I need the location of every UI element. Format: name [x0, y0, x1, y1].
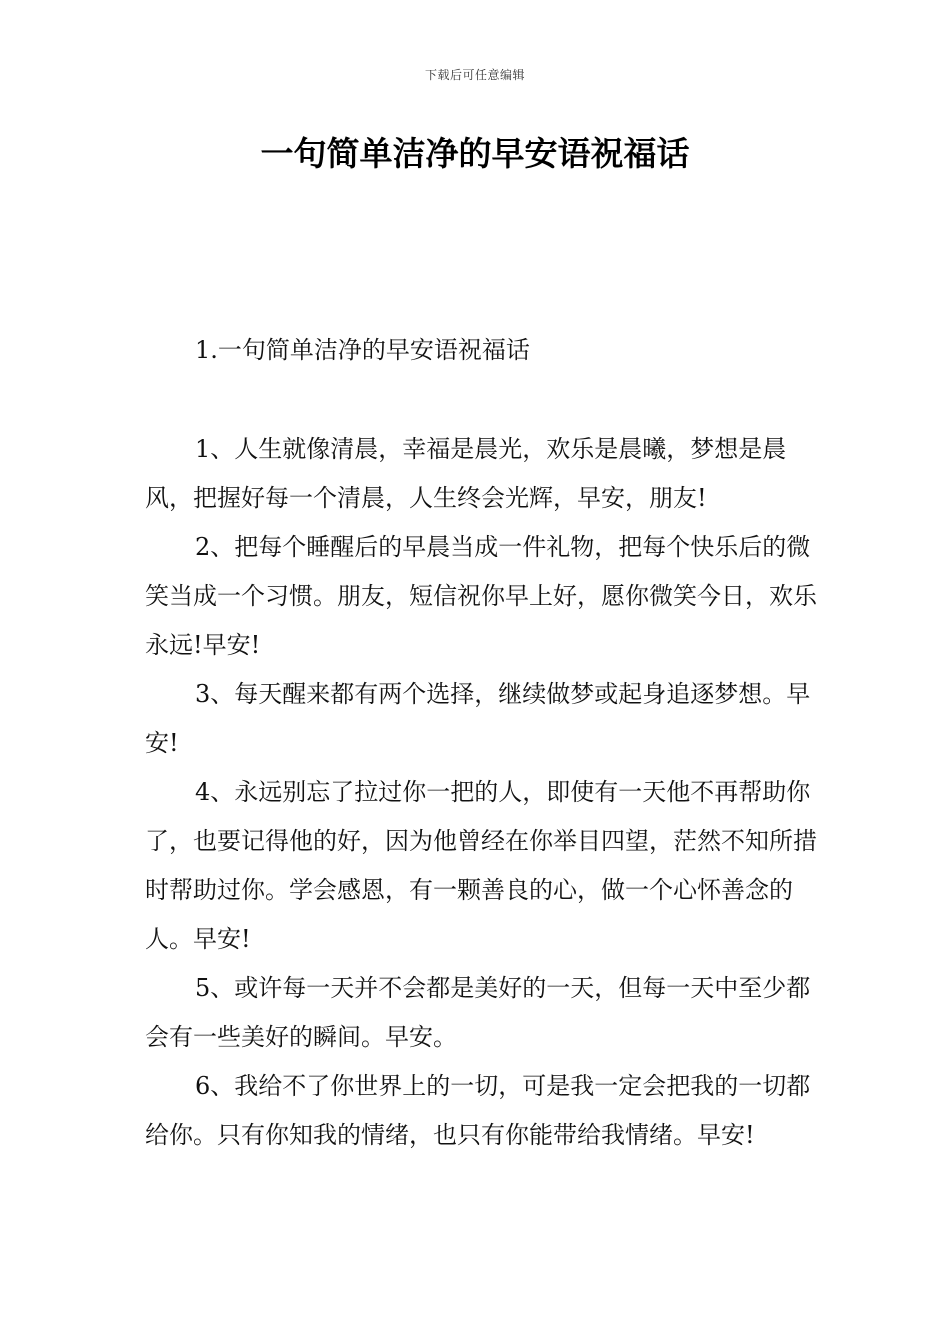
document-title: 一句简单洁净的早安语祝福话: [260, 134, 690, 173]
paragraph-2: 2、把每个睡醒后的早晨当成一件礼物，把每个快乐后的微笑当成一个习惯。朋友，短信祝你早上好，愿你微笑今日，欢乐永远!早安!: [145, 533, 817, 659]
paragraph-1: 1、人生就像清晨，幸福是晨光，欢乐是晨曦，梦想是晨风，把握好每一个清晨，人生终会光辉，早安，朋友!: [145, 435, 787, 512]
section-heading: 1.一句简单洁净的早安语祝福话: [195, 336, 530, 364]
paragraph-4: 4、永远别忘了拉过你一把的人，即使有一天他不再帮助你了，也要记得他的好，因为他曾经在你举目四望，茫然不知所措时帮助过你。学会感恩，有一颗善良的心，做一个心怀善念的人。早安!: [145, 778, 817, 953]
document-body: [145, 425, 817, 1160]
paragraph-5: 5、或许每一天并不会都是美好的一天，但每一天中至少都会有一些美好的瞬间。早安。: [145, 974, 811, 1051]
paragraph-6: 6、我给不了你世界上的一切，可是我一定会把我的一切都给你。只有你知我的情绪，也只有你能带给我情绪。早安!: [145, 1072, 811, 1149]
paragraph-3: 3、每天醒来都有两个选择，继续做梦或起身追逐梦想。早安!: [145, 680, 811, 757]
header-note: 下载后可任意编辑: [424, 68, 525, 82]
